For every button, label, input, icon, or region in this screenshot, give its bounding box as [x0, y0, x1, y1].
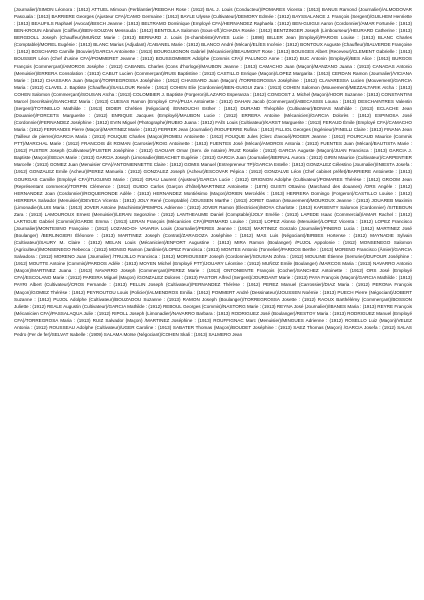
register-line: Joseph (Limbourseur)/HEURARD Catherine : (1913) BERGDOLL Joseph (Chauffeur)/MUÑOZ Marie : (1913) BERNARD J. Louis (S-chambriste)/VIVES [14, 28, 412, 41]
register-line: (Journalier)/SIMON Léonora : (1912) ATTUEL Mimoun (Ferblantier)/REBOAH Rose : (1912) BAL J. Louis (Conducteur)/POMARES Vicenta : (1913) [14, 7, 322, 12]
register-line: HERRERA Domingo (Forgeron)/CASTILLO Louise : (1912) HERRERA Salvador (Menuisier)/DEVECA Vicenta : (1913) JOLY René (Comptable) [14, 190, 412, 203]
register-line: /PUJOL Appolonie : (1912) MONSENEGO Salomon (Agriculteur)/MONSENEGO Rebecca : (1912) MONSO Ramon (Jardinier)/LOPEZ Francisca : [14, 240, 412, 253]
register-line: (Cultivateur)/DEMORY Edmée : (1912) BAYSSALANCE J. François (Sergent)/GUILHEM Henriette : (1913) BEAUFILS Raphaël (Avocat)/BISCH [14, 14, 412, 27]
register-line: /MARTINEZ Joséphine : (1913) ROUFFIGNAC Marc (Menuisier)/MINGUES Adrienne : (1912) ROSELLO Luiz (Maçon)/VELEZ Antonia : (1912) [14, 317, 412, 330]
register-line: Jeanne : (1913) BELTRAMO Dominique (Employé CFA)/HERNANDEZ Raphaëla : (1912) BEN-GUIGUI Aaron (Cordonnier)/AMAR Fortunée : [107, 21, 399, 27]
register-line: ROUSSEAU Adolphe (Cultivateur)/UGER Caroline : (1913) SABATER Thomas (Maçon)/BOUDET Joséphine : (1913) SAEZ Thomas (Maçon) [49, 324, 344, 330]
register-line: (1912) COHEN Elie (Cordonnier)/BEN-GUIGUI Zara : (1913) COHEN Salomon (Mouvement)/MEZZALTARIK Aïcha : (1913) COHEN Salomon [14, 84, 412, 97]
register-line: Charles (Cons d'horloge)/MAUBON Jeanne : (1913) CAMACHO Juan (Maçon)/MANZANO Juana : (1913) CANADAS Antonio (Menuisier)/ERRERA [14, 63, 412, 76]
register-line: Antoine (Machiniste)/PEMPOL Adrienne : (1912) JOVER Ramon (Électricien)/MOYA Charlotte : (1913) KARSENTY Salomon (Cordonnier) [100, 204, 388, 210]
register-line: (Dessinateur)/JOUSSEN Noémie : (1913) PUECH Pierre (Négociant)/JOBERT Suzanne : (1912) PUJOL Adolphe (Cultivateur)/BOUZADOU [14, 289, 412, 302]
register-line: (1913) GOMEZ Juan (Menuisier CFA)/ANTONIENNETTE Claire : (1912) GOMIS Manuel (Entrepreneur TP)/GARCIA Estelle : (1913) GONZALEZ [35, 162, 333, 168]
register-line: /CABANEL Marie : (1912) BLANCO André (Mécan)/ELÍES Incénie : (1912) BONTOUX Auguste (Chauffeur)/BALVERDE Françoise : (1912) [14, 42, 412, 55]
register-line: LAPEDE Isaac (Commercial)/AMAR Rachel : (1912) LARTIGUE Gabriel (Commis)/GARDE Emma : (1913) LERAN François (Mécanicien CFA)/PERMARD [14, 211, 412, 224]
register-line: commerce)/TORPIN Clémence : (1912) GUIDO Carlos (Garçon d'hôtel)/MARTINEZ Antoinette : (1879) GUISTI Ottavino (Marchand des douanes) [45, 183, 365, 189]
register-line: /GARCIA Josefa : (1912) SALAS Pedro (Fer de fer)/SELVAT Isabelle : (1909) SALAMA Moïse (Négociant)/COHEN Skali : (1913) SALMERO Jean [14, 324, 412, 337]
register-line: REALE Augustin (Cultivateur)/GARCIA Mathilde : (1912) REBOUL Georges (Commis)/NASTORG Marie : (1913) REYNA José (Journalier)/IBANES [46, 303, 348, 309]
register-line: /SITEBOUN Zara : (1913) LAMOUROUX Ernest (Menuisier)/LERAN Segonzine : (1912) LANTHEAUME Daniel (Comptable)/JOLY Emélie : (1913) [14, 204, 412, 217]
register-line: (Limonadier)/BEACHET Eugénie : (1913) GARCIA Juan (Journalier)/BERNAL Aurora : (1912) GIRIN Maurice (Cultivateur)/CARPENTIER Marcelle : [14, 155, 412, 168]
register-line: /RIOUFERRE Rufina : (1913) FILLIOL Georges (Ingénieur)/FINELLI Claire : (1913) FINANA Jean (Tailleur de pierres)/GARCIA Maria : (1913) [14, 127, 412, 140]
register-line: /BERLINGIERI Éléonore : (1913) MARTINEZ Joseph (Contrat)/ZARAGOZA Joséphine : (1912) MAS Luis (Négociant)/BIRBES Hortense : (1912) [41, 233, 371, 238]
register-line: (1913) BEN-KROUN Abraham (Coiffeur)/BEN-SOUZAN Messouda : (1912) BENTOLILA Salomon (Sous-off.)/CHADIA Rosée : (1912) BENTZINGER [14, 21, 412, 34]
register-line: /JOUSSEN Marthe : (1913) JORET Gaston (Mouvement)/MOUROUX Jeanne : (1913) JOUAREB Maximin (Limonadier)/LUIS Maria : (1913) JOVER [14, 197, 412, 210]
register-line: /TRUJILLO Francisca : (1912) MORIOUSSEF Joseph (Cordonnier)/SOUSAN Zohra : (1912) MOULINE Étienne (Serrurier)/DUFOUR Joséphine : (1912) [14, 254, 412, 267]
register-line: Pépica : (1912) GONZALVE Léon (Chef cabinet préfet)/BARRIERE Antoinette : (1913) GOURGAS Camille (Employé CFA)/TUGUINO Marie : (1912) [14, 169, 412, 182]
register-line: MAYNADIE Sylvain (Cultivateur)/SAURY M. Claire : (1912) MELAN Louis (Mécanicien)/ENFORT Augustine : (1913) MIRA Ramon (Boulanger) [14, 233, 412, 246]
register-line: GRAU Laurent (Ajusteur)/GARCIA Lucie : (1912) GRIGNON Adolphe (Cultivateur)/POMARES Thérèse : (1912) GROOM Jean (Représentant [14, 176, 412, 189]
marriage-register-text [14, 6, 412, 596]
register-line: PALUNCO Anne : (1912) BUC Antonin (Employé)/BES Alice : (1913) BURGOS François (Commerçant)/AMOROS Joséphe : (1912) CABANEL [14, 56, 412, 69]
register-line: /ORS Angèle : (1912) HERNANDEZ Joan (Cordonnier)/ROQUERONDE Adèle : (1913) HERNANDEZ Montiésimo (Maçon)/ORIEN Mercédès : (1913) [14, 183, 412, 196]
register-line: MOUTTE Antoine (Commis)/PARDOS Adèle : (1913) MOYEN Michel (Employé PTT)/JOUARY Léontine : (1912) MUÑOZ Emile (Boulanger) [28, 261, 320, 267]
register-line: (1913) FERAUD Émile (Employé CFA)/CAMACHO Maria : (1912) FERRANDIS Pierre (Maçon)/MARTINEZ Marie : (1912) FERRER Jean (Journalier) [14, 120, 412, 133]
register-line: Célestino (Journalier)/INIESTA Josefa : (1912) GONZALEZ Emile (Acheur)/PEREZ Manuela : (1912) GONZALEZ Joseph (Acheur)/ESCOVAR [14, 162, 412, 175]
register-line: (1913) MONTES Antonio (Tonnelier)/PARDOS Berthe : (1913) MORENO Francisco (Âmier)/GARCIA Salvadora : (1912) MORENO Juan (Journalier) [14, 247, 412, 260]
register-line: /ENNOUCHI Esther : (1912) DURAND Théophile (Cultivateur)/BONIAS Mathilde : (1913) ECLACHE Jean (Douanier)/FORCETS Marguerite : [14, 105, 412, 118]
register-line: VAVARIA Louis (Journalier)/PERES Jeanne : (1913) MARTINEZ Gonzalo (Journalier)/PINERO Lucia : (1912) MARTINEZ José (Boulanger) [14, 225, 412, 238]
register-line: Jacob (Commerçant)/ABECASSIS Louna : (1913) DESCHAINTRES Valentin (Sergent)/TOTINELLO Mathilde : (1913) DIDIER Chrétien (Négociant) [14, 98, 412, 111]
register-line: /MARCOS Maria : (1913) NAVARRO Antonio (Maçon)/MARTINEZ Juana : (1913) NAVARRO Joseph (Commerçant)/PEREZ Marie : (1913) [14, 261, 412, 274]
register-line: Suzanne : (1913) RAMON Joseph (Boulanger)/TORREGROSSA Josette : (1912) RAOUX Barthélémy (Commerçant)/BOSSON Juliette : (1912) [14, 296, 412, 309]
register-line: (1912) ENRIQUE Jacques (Employé)/MAUBON Lucie : (1912) ERRERA Antoine (Mécanicien)/GARCIA Dolorès : (1912) ESPINOSA José [94, 112, 412, 118]
register-line: Louise : (1913) LOPEZ Alonso (Menuisier)/LOPEZ Vicenta : (1912) LOPEZ Francisco (Journalier)/MONTESINO Françoise : (1912) LOZANO-DI- [14, 218, 412, 231]
register-line: RODRIGUEZ José (Boulanger)/RESTOY Maria : (1913) RODRIGUEZ Manuel (Employé CFA)/TORREGROSA Maria : (1913) RUIZ Salvador (Maçon) [14, 310, 412, 323]
register-line: Suzanne : (1913) CONSTANTINI Marcel (Secrétaire)/SANCHEZ Maria : (1913) CUESAS Ramon (Employé CFA)/PUJA Antoinette : (1912) DAHAN [14, 91, 412, 104]
register-line: FUENTES Juan (Mécan)/BAUTISTA Marie : (1912) FUSTER Joseph (Cultivateur)/FUSTER Joséphine : (1912) GAOUAR Omar (Serv. de notaire) [14, 141, 412, 154]
register-line: Lucie : (1898) BILLER Jean (Employé)/PAROIS Louise : (1913) BLANC Charles (Comptable)/MOREL Eugénie : (1913) BLANC Marius (Adjudant) [14, 35, 412, 48]
register-line: BOSCHARD Camille (Bouvier)/GARCIA Antoinette : (1913) BOURGUIGNON Gabriel (Mécanicien)/BEAUMONT Rose : (1913) BOUSGES Albert [31, 49, 329, 55]
register-line: (Cordonnier)/FERNANDEZ Joséphine : (1912) EVIN Miguel (Photographe)/RUBIO Juana : (1912) FAÏS Louis (Cultivateur)/KARST Marguerite : [14, 120, 309, 125]
register-line: BANUS Ramond (Journalier)/ALMODOVAR Pascuala : (1913) BARRIERE Georges (Ajusteur CFA)/CAMO Germaine : (1912) BAYLE Ulysse [14, 7, 412, 20]
register-line: /GONZALEZ Dolores : (1913) PASTOR Alfred (Sergent)/JOURDANT Marie : (1913) PAYA François (Maçon)/GARCIA Mathilde : (1913) PAYRI [14, 275, 412, 288]
register-line: PTT)/MARCHAL Marie : (1912) FRANCOIS dit ROMAN (Carrosier)/ROIG Antoinette : (1913) FUENTES José (Mécan)/AMOROS Antonia : (1913) [14, 141, 321, 147]
register-line: /RUIZ Rosalie : (1913) GARCIA Auguste (Maçon)/JUAN Francisca : (1913) GARCIA J. Baptiste (Maçon)/SELVA Marie : (1913) GARCIA Joseph [14, 148, 412, 161]
register-line: Ramon (Journalier)/VICIANA Marie : (1912) CHASSARA Juan (Maçon)/TORREGROSSA Joséphine : (1912) CHASSARD Juan (Maçon) [14, 70, 412, 83]
register-line: Maria : (1913) REYRE François (Mécanicien CFA)/PASSALAQUA Julie : (1912) RIPOLL Joseph (Limonadier)/NAVARRO Barbara : (1913) [14, 303, 412, 316]
register-line: ONTONIENTE François (Cocher)/SANCHEZ Antoinette : (1912) ORS José (Employé CFA)/ESCOLANO Marie : (1912) PAREIRA Miguel (Maçon) [14, 268, 412, 281]
register-line: /TORREGROSSA Joséphine : (1912) CLAVARESSA Lucien (Mouvement)/GARCIA Maria : (1912) CLAVEL J. Baptiste (Chauffeur)/SAILLOUR Renée : [14, 77, 412, 90]
register-line: (1912) PERONA François (Maçon)/GOMEZ Thérèse : (1912) PEYROUTOU Louis (Policier)/ALMENDROS Emilia : (1912) POMMERT André [14, 282, 412, 295]
register-line: Consolation : (1913) CABUT Lucien (Commerçant)/RUIS Baptistine : (1913) CASTILLO Enrique (Maçon)/LOPEZ Margarita : (1913) CERDAN [58, 70, 353, 76]
register-line: (Receveur)/CLEMENT Gabrielle : (1913) BOUSSER Léon (Chef d'usine CFA)/POMMERET Jeanne : (1913) BOUSSOMMIER Adolphe (Commis CFA)/ [14, 49, 412, 62]
register-line: FOUQUE Charles (Maçon)/ROMEU Antoinette : (1912) FOUQUE Jules (Clerc d'avoué)/ROGER Jeanne : (1912) FOURCAUD Maurice (Commis [107, 134, 412, 140]
register-line: (Commerçant)/SOUSAN Aïcha : (1913) COLOMBIER J. Baptiste (Forgeron)/LAZARO Esperanza : (1912) CONGOST J. Michel (Maçon)/HOOR [51, 91, 345, 97]
register-line: Albert (Cultivateur)/CROS Fernande : (1913) PELLIN Joseph (Cultivateur)/FERNANDEZ Thérèse : (1912) PEREZ Manuel (Carrossier)/DIAZ Maria : [29, 282, 357, 288]
